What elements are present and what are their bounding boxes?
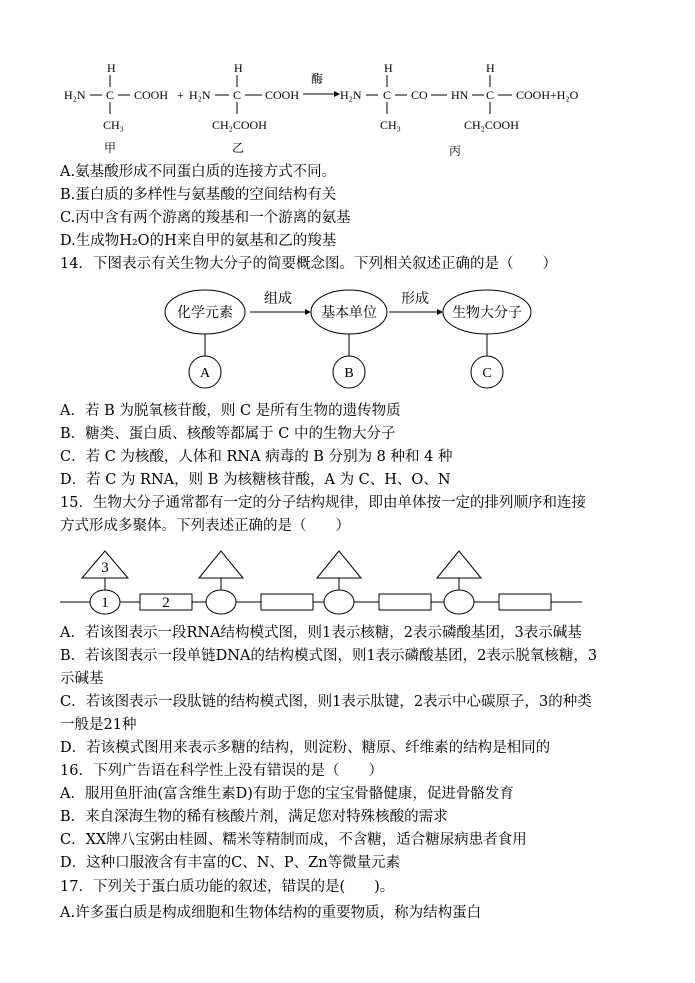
product-r1: CH₃ bbox=[380, 118, 401, 132]
mol-b-r: CH₂COOH bbox=[212, 118, 267, 132]
q16-option-d: D．这种口服液含有丰富的C、N、P、Zn等微量元素 bbox=[60, 855, 401, 871]
q16-option-b: B．来自深海生物的稀有核酸片剂，满足您对特殊核酸的需求 bbox=[60, 809, 448, 825]
mol-b-h: H bbox=[234, 61, 243, 75]
mol-a-n: H₂N bbox=[64, 88, 86, 102]
product-n: H₂N bbox=[340, 88, 362, 102]
product-co: CO bbox=[411, 88, 428, 102]
node-c-label: C bbox=[482, 366, 492, 381]
product-c1: C bbox=[383, 88, 392, 102]
q17-stem: 17．下列关于蛋白质功能的叙述，错误的是( )。 bbox=[60, 879, 395, 895]
label-3: 3 bbox=[101, 560, 109, 576]
product-r2: CH₂COOH bbox=[464, 118, 519, 132]
q15-option-b-cont: 示碱基 bbox=[60, 671, 104, 687]
node-a-label: A bbox=[199, 366, 211, 381]
q14-option-d: D．若 C 为 RNA，则 B 为核糖核苷酸，A 为 C、H、O、N bbox=[60, 472, 451, 488]
node-b-label: B bbox=[344, 366, 354, 381]
mol-a-r: CH₃ bbox=[103, 118, 124, 132]
q15-stem-line2: 方式形成多聚体。下列表述正确的是（ ） bbox=[60, 518, 350, 534]
node1-label: 化学元素 bbox=[177, 306, 233, 321]
q15-option-c-cont: 一般是21种 bbox=[60, 717, 137, 733]
reaction-equation bbox=[0, 0, 695, 160]
q17-option-a: A.许多蛋白质是构成细胞和生物体结构的重要物质，称为结构蛋白 bbox=[60, 905, 482, 921]
product-nh: HN bbox=[451, 88, 469, 102]
q14-option-c: C．若 C 为核酸，人体和 RNA 病毒的 B 分别为 8 种和 4 种 bbox=[60, 449, 453, 465]
mol-a-c: C bbox=[106, 88, 115, 102]
mol-b-label: 乙 bbox=[232, 141, 245, 155]
q15-option-c: C．若该图表示一段肽链的结构模式图，则1表示肽键，2表示中心碳原子，3的种类 bbox=[60, 694, 592, 710]
product-cooh: COOH+H₂O bbox=[516, 88, 579, 102]
mol-b-c: C bbox=[233, 88, 242, 102]
q14-option-a: A．若 B 为脱氧核苷酸，则 C 是所有生物的遗传物质 bbox=[60, 403, 401, 419]
q14-stem: 14．下图表示有关生物大分子的简要概念图。下列相关叙述正确的是（ ） bbox=[60, 256, 557, 272]
q16-option-c: C．XX牌八宝粥由桂圆、糯米等精制而成，不含糖，适合糖尿病患者食用 bbox=[60, 832, 527, 848]
product-h2: H bbox=[486, 61, 495, 75]
mol-b-n: H₂N bbox=[189, 88, 211, 102]
mol-a-cooh: COOH bbox=[134, 88, 169, 102]
q15-option-b: B．若该图表示一段单链DNA的结构模式图，则1表示磷酸基团，2表示脱氧核糖，3 bbox=[60, 648, 598, 664]
node2-label: 基本单位 bbox=[321, 306, 377, 321]
concept-map bbox=[0, 280, 695, 400]
q16-stem: 16．下列广告语在科学性上没有错误的是（ ） bbox=[60, 763, 383, 779]
mol-b-cooh: COOH bbox=[265, 88, 300, 102]
q13-option-b: B.蛋白质的多样性与氨基酸的空间结构有关 bbox=[60, 187, 337, 203]
mol-a-label: 甲 bbox=[104, 141, 117, 155]
q13-option-d: D.生成物H₂O的H来自甲的氨基和乙的羧基 bbox=[60, 233, 337, 249]
q15-option-a: A．若该图表示一段RNA结构模式图，则1表示核糖，2表示磷酸基团，3表示碱基 bbox=[60, 625, 582, 641]
q15-option-d: D．若该模式图用来表示多糖的结构，则淀粉、糖原、纤维素的结构是相同的 bbox=[60, 740, 551, 756]
label-1: 1 bbox=[101, 595, 109, 611]
arrow2-label: 形成 bbox=[401, 292, 429, 307]
product-label: 丙 bbox=[449, 144, 462, 158]
product-h1: H bbox=[384, 61, 393, 75]
mol-a-h: H bbox=[107, 61, 116, 75]
q13-option-c: C.丙中含有两个游离的羧基和一个游离的氨基 bbox=[60, 210, 351, 226]
q15-stem-line1: 15．生物大分子通常都有一定的分子结构规律，即由单体按一定的排列顺序和连接 bbox=[60, 495, 586, 511]
plus-sign: + bbox=[177, 88, 184, 102]
product-c2: C bbox=[486, 88, 495, 102]
label-2: 2 bbox=[162, 595, 170, 611]
enzyme-label: 酶 bbox=[311, 72, 324, 86]
q13-option-a: A.氨基酸形成不同蛋白质的连接方式不同。 bbox=[60, 164, 337, 180]
polymer-chain-diagram bbox=[0, 545, 695, 625]
node3-label: 生物大分子 bbox=[452, 306, 522, 321]
q16-option-a: A．服用鱼肝油(富含维生素D)有助于您的宝宝骨骼健康，促进骨骼发育 bbox=[60, 786, 514, 802]
arrow1-label: 组成 bbox=[264, 292, 292, 307]
q14-option-b: B．糖类、蛋白质、核酸等都属于 C 中的生物大分子 bbox=[60, 426, 396, 442]
